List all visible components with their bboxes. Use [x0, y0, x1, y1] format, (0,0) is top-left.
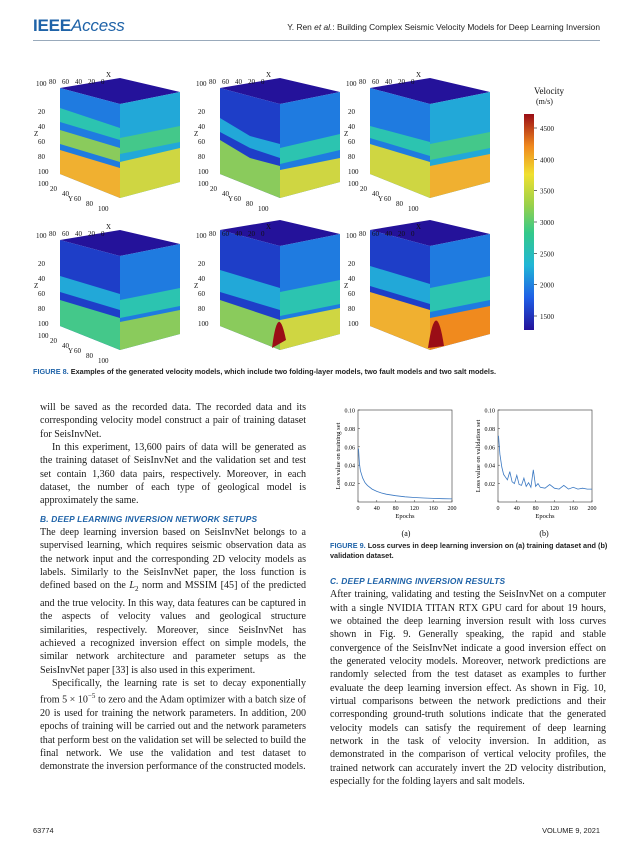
top-tick-label: 100 [36, 80, 47, 88]
top-tick-label: 20 [248, 230, 255, 238]
x-tick-label: 40 [513, 506, 520, 512]
axis-z-label: Z [34, 130, 39, 138]
top-tick-label: 40 [385, 78, 392, 86]
z-tick-label: 20 [348, 260, 355, 268]
paragraph-4: Specifically, the learning rate is set to decay exponentially from $5 \times 10^{-5}$ to zero and the Adam optimizer with a batch size of 20 is used for training the network parameters. In addition, 200 epochs of training will be carried out and the network parameters that perform best on the validation set will be selected to build the final network. We use the validation and test dataset to demonstrate the inversion performance of the constructed models. [40, 677, 306, 773]
axis-x-label: X [106, 71, 112, 79]
bottom-tick-label: 40 [62, 342, 69, 350]
paragraph-c1: After training, validating and testing the SeisInvNet on a computer with a single NVIDIA TITAN RTX GPU card for about 19 hours, we obtained the deep learning inversion result with loss curves shown in Fig. 9. Generally speaking, the rapid and stable convergence of the SeisInvNet indicate a good inversion effect on the generated velocity models. Moreover, network predictions are randomly selected from the test dataset as examples to further evaluate the deep learning inversion effect. As shown in Fig. 10, virtual comparisons between the network predictions and their corresponding ground-truth solutions indicate that the generated velocity models can satisfy the requirement of deep learning network in the task of velocity inversion. In addition, as demonstrated in the comparison of vertical velocity profiles, the trained network can accurately invert the 2D velocity distribution, especially for the folding layers and salt models. [330, 589, 606, 788]
x-tick-label: 160 [428, 506, 438, 512]
bottom-tick-label: 100 [98, 205, 109, 213]
x-tick-label: 160 [568, 506, 578, 512]
bottom-tick-label: 20 [50, 185, 57, 193]
bottom-tick-label: 20 [210, 185, 217, 193]
ieee-access-logo: IEEEAccess [33, 16, 125, 35]
axis-x-label: X [266, 71, 272, 79]
left-column [40, 401, 306, 774]
top-tick-label: 40 [385, 230, 392, 238]
subfig-a-label: (a) [401, 529, 411, 538]
top-tick-label: 60 [222, 78, 229, 86]
top-tick-label: 60 [62, 230, 69, 238]
z-tick-label: 80 [348, 305, 355, 313]
z-tick-label: 20 [38, 108, 45, 116]
z-tick-label: 60 [198, 290, 205, 298]
top-tick-label: 80 [209, 78, 216, 86]
axis-y-label: Y [378, 195, 384, 203]
x-tick-label: 120 [409, 506, 419, 512]
bottom-tick-label: 80 [86, 352, 93, 360]
z-tick-label: 80 [38, 153, 45, 161]
top-tick-label: 20 [248, 78, 255, 86]
z-tick-label: 20 [348, 108, 355, 116]
z-tick-label: 60 [348, 138, 355, 146]
bottom-tick-label: 60 [74, 347, 81, 355]
bottom-tick-label: 80 [246, 200, 253, 208]
figure-8-velocity-models [40, 70, 600, 362]
bottom-tick-label: 60 [384, 195, 391, 203]
z-tick-label: 100 [38, 320, 49, 328]
x-tick-label: 0 [356, 506, 360, 512]
x-tick-label: 200 [447, 506, 457, 512]
z-tick-label: 100 [348, 320, 359, 328]
y-tick-label: 0.02 [484, 482, 495, 489]
axis-y-label: Y [228, 195, 234, 203]
z-tick-label: 20 [198, 260, 205, 268]
z-tick-label: 20 [198, 108, 205, 116]
top-tick-label: 60 [62, 78, 69, 86]
top-tick-label: 0 [101, 230, 105, 238]
bottom-tick-label: 100 [258, 205, 269, 213]
colorbar-title: Velocity [534, 86, 564, 96]
axis-x-label: X [416, 223, 422, 231]
top-tick-label: 100 [346, 80, 357, 88]
top-tick-label: 20 [398, 230, 405, 238]
section-c-heading: C. DEEP LEARNING INVERSION RESULTS [330, 576, 506, 586]
top-tick-label: 0 [411, 230, 415, 238]
right-column [330, 575, 606, 789]
top-tick-label: 40 [235, 230, 242, 238]
z-tick-label: 80 [348, 153, 355, 161]
z-tick-label: 100 [38, 168, 49, 176]
z-tick-label: 60 [38, 138, 45, 146]
page-number: 63774 [33, 826, 54, 835]
colorbar-tick-label: 2000 [540, 281, 554, 290]
z-tick-label: 40 [38, 275, 45, 283]
y-tick-label: 0.06 [484, 445, 495, 452]
x-axis-label: Epochs [395, 513, 415, 520]
axis-x-label: X [266, 223, 272, 231]
axis-z-label: Z [34, 282, 39, 290]
loss-plot-validation [475, 409, 597, 521]
z-tick-label: 40 [348, 123, 355, 131]
plot-frame [358, 410, 452, 502]
z-tick-label: 40 [198, 275, 205, 283]
axis-y-label: Y [68, 347, 74, 355]
bottom-tick-label: 80 [86, 200, 93, 208]
z-tick-label: 60 [38, 290, 45, 298]
x-axis-label: Epochs [535, 513, 555, 520]
colorbar-tick-label: 4500 [540, 125, 554, 133]
y-tick-label: 0.04 [484, 463, 495, 470]
z-tick-label: 40 [198, 123, 205, 131]
y-axis-label: Loss value on validation set [475, 419, 482, 493]
top-tick-label: 0 [411, 78, 415, 86]
colorbar-tick-label: 1500 [540, 313, 554, 321]
bottom-tick-label: 40 [62, 190, 69, 198]
subfig-b-label: (b) [539, 529, 549, 538]
top-tick-label: 60 [372, 78, 379, 86]
colorbar-unit: (m/s) [536, 97, 553, 106]
x-tick-label: 40 [373, 506, 380, 512]
loss-curve [359, 449, 453, 499]
z-tick-label: 40 [348, 275, 355, 283]
colorbar-tick-label: 2500 [540, 250, 554, 259]
header-rule [33, 40, 600, 41]
cube-salt-2 [370, 220, 490, 350]
bottom-tick-label: 60 [234, 195, 241, 203]
cube-salt-1 [220, 220, 340, 350]
axis-z-label: Z [344, 130, 349, 138]
top-tick-label: 80 [359, 230, 366, 238]
loss-plot-training [335, 409, 457, 521]
cube-folding-2 [220, 78, 340, 198]
cube-folding-1 [60, 78, 180, 198]
top-tick-label: 100 [346, 232, 357, 240]
top-tick-label: 80 [209, 230, 216, 238]
bottom-tick-label: 20 [360, 185, 367, 193]
top-tick-label: 20 [88, 78, 95, 86]
axis-z-label: Z [344, 282, 349, 290]
x-tick-label: 0 [496, 506, 500, 512]
top-tick-label: 60 [222, 230, 229, 238]
bottom-tick-label: 40 [222, 190, 229, 198]
cube-fault-1 [60, 230, 180, 350]
bottom-tick-label: 100 [38, 332, 49, 340]
figure-8-caption: FIGURE 8. Examples of the generated velocity models, which include two folding-layer models, two fault models and two salt models. [33, 367, 497, 376]
colorbar [524, 86, 564, 330]
z-tick-label: 80 [198, 153, 205, 161]
bottom-tick-label: 80 [396, 200, 403, 208]
y-tick-label: 0.02 [344, 482, 355, 489]
top-tick-label: 80 [359, 78, 366, 86]
x-tick-label: 120 [549, 506, 559, 512]
colorbar-tick-label: 3000 [540, 219, 554, 227]
paragraph-1: will be saved as the recorded data. The recorded data and its corresponding velocity model construct a pair of training dataset for SeisInvNet. [40, 402, 306, 440]
top-tick-label: 0 [261, 78, 265, 86]
z-tick-label: 100 [198, 168, 209, 176]
colorbar-tick-label: 4000 [540, 156, 554, 165]
top-tick-label: 0 [261, 230, 265, 238]
x-tick-label: 80 [392, 506, 399, 512]
y-tick-label: 0.06 [344, 445, 355, 452]
top-tick-label: 100 [196, 232, 207, 240]
figure-9-caption: FIGURE 9. Loss curves in deep learning inversion on (a) training dataset and (b) validation dataset. [330, 541, 608, 560]
top-tick-label: 20 [398, 78, 405, 86]
z-tick-label: 20 [38, 260, 45, 268]
y-axis-label: Loss value on training set [335, 422, 342, 490]
z-tick-label: 100 [348, 168, 359, 176]
z-tick-label: 40 [38, 123, 45, 131]
bottom-tick-label: 100 [348, 180, 359, 188]
top-tick-label: 80 [49, 230, 56, 238]
bottom-tick-label: 60 [74, 195, 81, 203]
axis-x-label: X [106, 223, 112, 231]
axis-z-label: Z [194, 130, 199, 138]
figure-9-loss-curves [330, 402, 606, 540]
top-tick-label: 60 [372, 230, 379, 238]
paragraph-3: The deep learning inversion based on SeisInvNet belongs to a supervised learning, which requires seismic observation data as the network input and the corresponding 2D velocity models as labels. Similarly to the SeisInvNet paper, the loss function is defined based on the $L_2$ norm and MSSIM [45] of the predicted and the true velocity. In this way, data features can be captured in the aspects of velocity values and geological structure similarities, respectively. Moreover, since SeisInvNet has achieved a recognized inversion effect on simple models, the similar network architecture and parameter setups as the SeisInvNet paper [33] is also used in this experiment. [40, 527, 306, 676]
page-header [33, 16, 600, 38]
x-tick-label: 80 [532, 506, 539, 512]
x-tick-label: 200 [587, 506, 597, 512]
top-tick-label: 40 [75, 230, 82, 238]
top-tick-label: 40 [235, 78, 242, 86]
colorbar-tick-label: 3500 [540, 187, 554, 196]
y-tick-label: 0.08 [344, 426, 355, 433]
top-tick-label: 100 [36, 232, 47, 240]
section-b-heading: B. DEEP LEARNING INVERSION NETWORK SETUPS [40, 513, 258, 524]
y-tick-label: 0.04 [344, 463, 355, 470]
top-tick-label: 0 [101, 78, 105, 86]
running-head: Y. Ren et al.: Building Complex Seismic Velocity Models for Deep Learning Inversion [287, 22, 600, 32]
y-tick-label: 0.10 [484, 408, 495, 415]
z-tick-label: 60 [198, 138, 205, 146]
y-tick-label: 0.10 [344, 408, 355, 415]
top-tick-label: 100 [196, 80, 207, 88]
axis-x-label: X [416, 71, 422, 79]
axis-y-label: Y [68, 195, 74, 203]
top-tick-label: 20 [88, 230, 95, 238]
volume-info: VOLUME 9, 2021 [542, 826, 600, 835]
bottom-tick-label: 100 [98, 357, 109, 365]
paragraph-2: In this experiment, 13,600 pairs of data will be generated as the training dataset of SeisInvNet and the validation set and test set contain 1,360 data pairs, respectively. Moreover, in each dataset, the number of each type of geological model is approximately the same. [40, 442, 306, 507]
loss-curve [499, 436, 593, 489]
bottom-tick-label: 100 [198, 180, 209, 188]
colorbar-ticks [534, 125, 555, 321]
z-tick-label: 100 [198, 320, 209, 328]
bottom-tick-label: 20 [50, 337, 57, 345]
z-tick-label: 80 [38, 305, 45, 313]
cube-folding-3 [370, 78, 490, 198]
bottom-tick-label: 100 [408, 205, 419, 213]
axis-z-label: Z [194, 282, 199, 290]
top-tick-label: 40 [75, 78, 82, 86]
top-tick-label: 80 [49, 78, 56, 86]
bottom-tick-label: 40 [372, 190, 379, 198]
bottom-tick-label: 100 [38, 180, 49, 188]
z-tick-label: 60 [348, 290, 355, 298]
z-tick-label: 80 [198, 305, 205, 313]
y-tick-label: 0.08 [484, 426, 495, 433]
